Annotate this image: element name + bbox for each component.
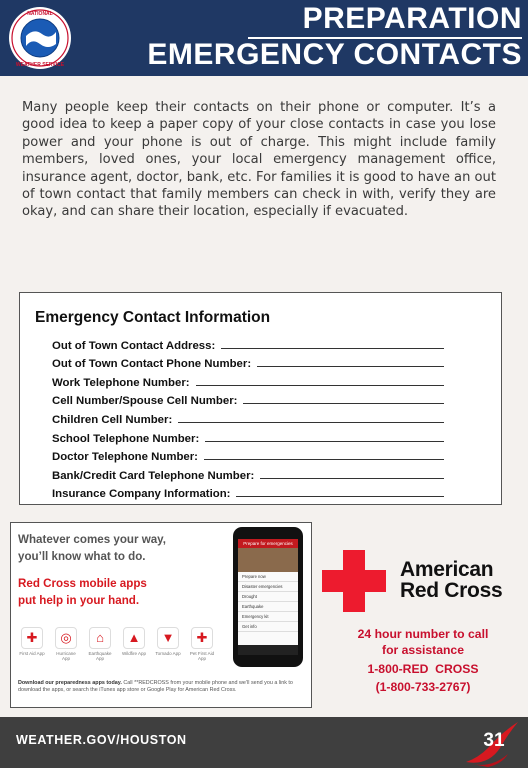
phone-image — [233, 527, 303, 667]
field-label: Work Telephone Number: — [52, 376, 190, 389]
app-label: Pet First Aid App — [189, 651, 215, 661]
ad-red-tagline — [18, 575, 147, 609]
app-label: Hurricane App — [56, 651, 76, 661]
field-label: Out of Town Contact Phone Number: — [52, 358, 252, 371]
wordmark-american: American — [400, 558, 494, 581]
app-label: Tornado App — [155, 651, 181, 656]
phone-photo — [238, 548, 298, 572]
ad-red-line2: put help in your hand. — [18, 594, 140, 607]
form-field-insurance-info[interactable] — [52, 482, 444, 501]
fire-icon: ▲ — [123, 627, 145, 649]
form-field-school-phone[interactable] — [52, 426, 444, 445]
red-cross-hotline — [326, 626, 520, 696]
form-field-work-phone[interactable] — [52, 370, 444, 389]
ad-headline-line2: you’ll know what to do. — [18, 550, 146, 563]
fill-line — [205, 441, 444, 442]
page-footer — [0, 717, 528, 768]
ad-footnote — [18, 680, 308, 694]
phone-list-item: Get info — [238, 622, 298, 632]
ad-foot-bold: Download our preparedness apps today. — [18, 680, 122, 686]
tornado-icon: ▼ — [157, 627, 179, 649]
field-label: Cell Number/Spouse Cell Number: — [52, 395, 238, 408]
form-fields — [52, 333, 444, 500]
fill-line — [221, 348, 444, 349]
field-label: School Telephone Number: — [52, 432, 200, 445]
hotline-label-2: for assistance — [382, 643, 464, 658]
red-cross-wordmark — [400, 559, 502, 601]
fill-line — [243, 403, 444, 404]
fill-line — [260, 478, 444, 479]
app-label: First Aid App — [19, 651, 45, 656]
app-hurricane — [52, 627, 80, 661]
svg-text:NATIONAL: NATIONAL — [27, 11, 53, 17]
fill-line — [236, 496, 444, 497]
phone-app-bar: Prepare for emergencies — [238, 539, 298, 548]
field-label: Children Cell Number: — [52, 413, 173, 426]
ad-red-line1: Red Cross mobile apps — [18, 577, 147, 590]
form-field-children-cell[interactable] — [52, 407, 444, 426]
phone-list-item: Drought — [238, 592, 298, 602]
phone-list-item: Disaster emergencies — [238, 582, 298, 592]
form-field-spouse-cell[interactable] — [52, 389, 444, 408]
ad-headline-line1: Whatever comes your way, — [18, 533, 166, 546]
house-icon: ⌂ — [89, 627, 111, 649]
bandage-icon: ✚ — [21, 627, 43, 649]
form-field-out-of-town-address[interactable] — [52, 333, 444, 352]
fill-line — [196, 385, 444, 386]
form-field-out-of-town-phone[interactable] — [52, 352, 444, 371]
red-cross-icon — [322, 550, 386, 612]
phone-screen — [238, 539, 298, 655]
hurricane-icon: ◎ — [55, 627, 77, 649]
ad-foot-text: Call **REDCROSS from your mobile phone and we’ll send you a link to download the apps, or search the iTunes app store or Google Play for American Red Cross. — [18, 680, 293, 693]
field-label: Insurance Company Information: — [52, 488, 231, 501]
page-number: 31 — [483, 730, 505, 751]
fill-line — [204, 459, 444, 460]
phone-list-item: Earthquake — [238, 602, 298, 612]
emergency-contact-form — [19, 292, 502, 505]
pet-icon: ✚ — [191, 627, 213, 649]
hotline-phone-digits: (1-800-733-2767) — [375, 680, 471, 695]
fill-line — [178, 422, 444, 423]
app-label: Wildfire App — [121, 651, 146, 656]
phone-dock — [238, 645, 298, 655]
hotline-phone-words: 1-800-RED CROSS — [367, 661, 479, 676]
field-label: Doctor Telephone Number: — [52, 451, 198, 464]
form-title: Emergency Contact Information — [35, 309, 271, 326]
page-title-preparation: PREPARATION — [302, 2, 522, 35]
app-wildfire — [120, 627, 148, 661]
nws-logo-icon — [8, 6, 72, 70]
app-tornado — [154, 627, 182, 661]
phone-list-item: Emergency kit — [238, 612, 298, 622]
red-cross-apps-ad — [10, 522, 312, 708]
page-title-emergency-contacts: EMERGENCY CONTACTS — [147, 38, 522, 71]
page-header — [0, 0, 528, 76]
app-icon-row — [18, 627, 222, 661]
footer-url-link[interactable]: WEATHER.GOV/HOUSTON — [16, 733, 187, 747]
phone-list-item: Prepare now — [238, 572, 298, 582]
form-field-doctor-phone[interactable] — [52, 445, 444, 464]
field-label: Bank/Credit Card Telephone Number: — [52, 469, 255, 482]
svg-text:WEATHER SERVICE: WEATHER SERVICE — [15, 62, 65, 68]
app-earthquake — [86, 627, 114, 661]
form-field-bank-phone[interactable] — [52, 463, 444, 482]
app-label: Earthquake App — [88, 651, 112, 661]
ad-headline — [18, 531, 166, 565]
hotline-label-1: 24 hour number to call — [357, 627, 489, 641]
wordmark-red-cross: Red Cross — [400, 579, 503, 602]
app-first-aid — [18, 627, 46, 661]
app-pet-first-aid — [188, 627, 216, 661]
field-label: Out of Town Contact Address: — [52, 339, 216, 352]
fill-line — [257, 366, 444, 367]
intro-paragraph: Many people keep their contacts on their phone or computer. It’s a good idea to keep a paper copy of your close contacts in case you lose power and your phone is out of charge. This might include family members, loved ones, your local emergency management office, insurance agent, doctor, bank, etc. For families it is good to have an out of town contact that family members can check in with, verify they are okay, and can share their location, especially if evacuated. — [22, 100, 496, 220]
